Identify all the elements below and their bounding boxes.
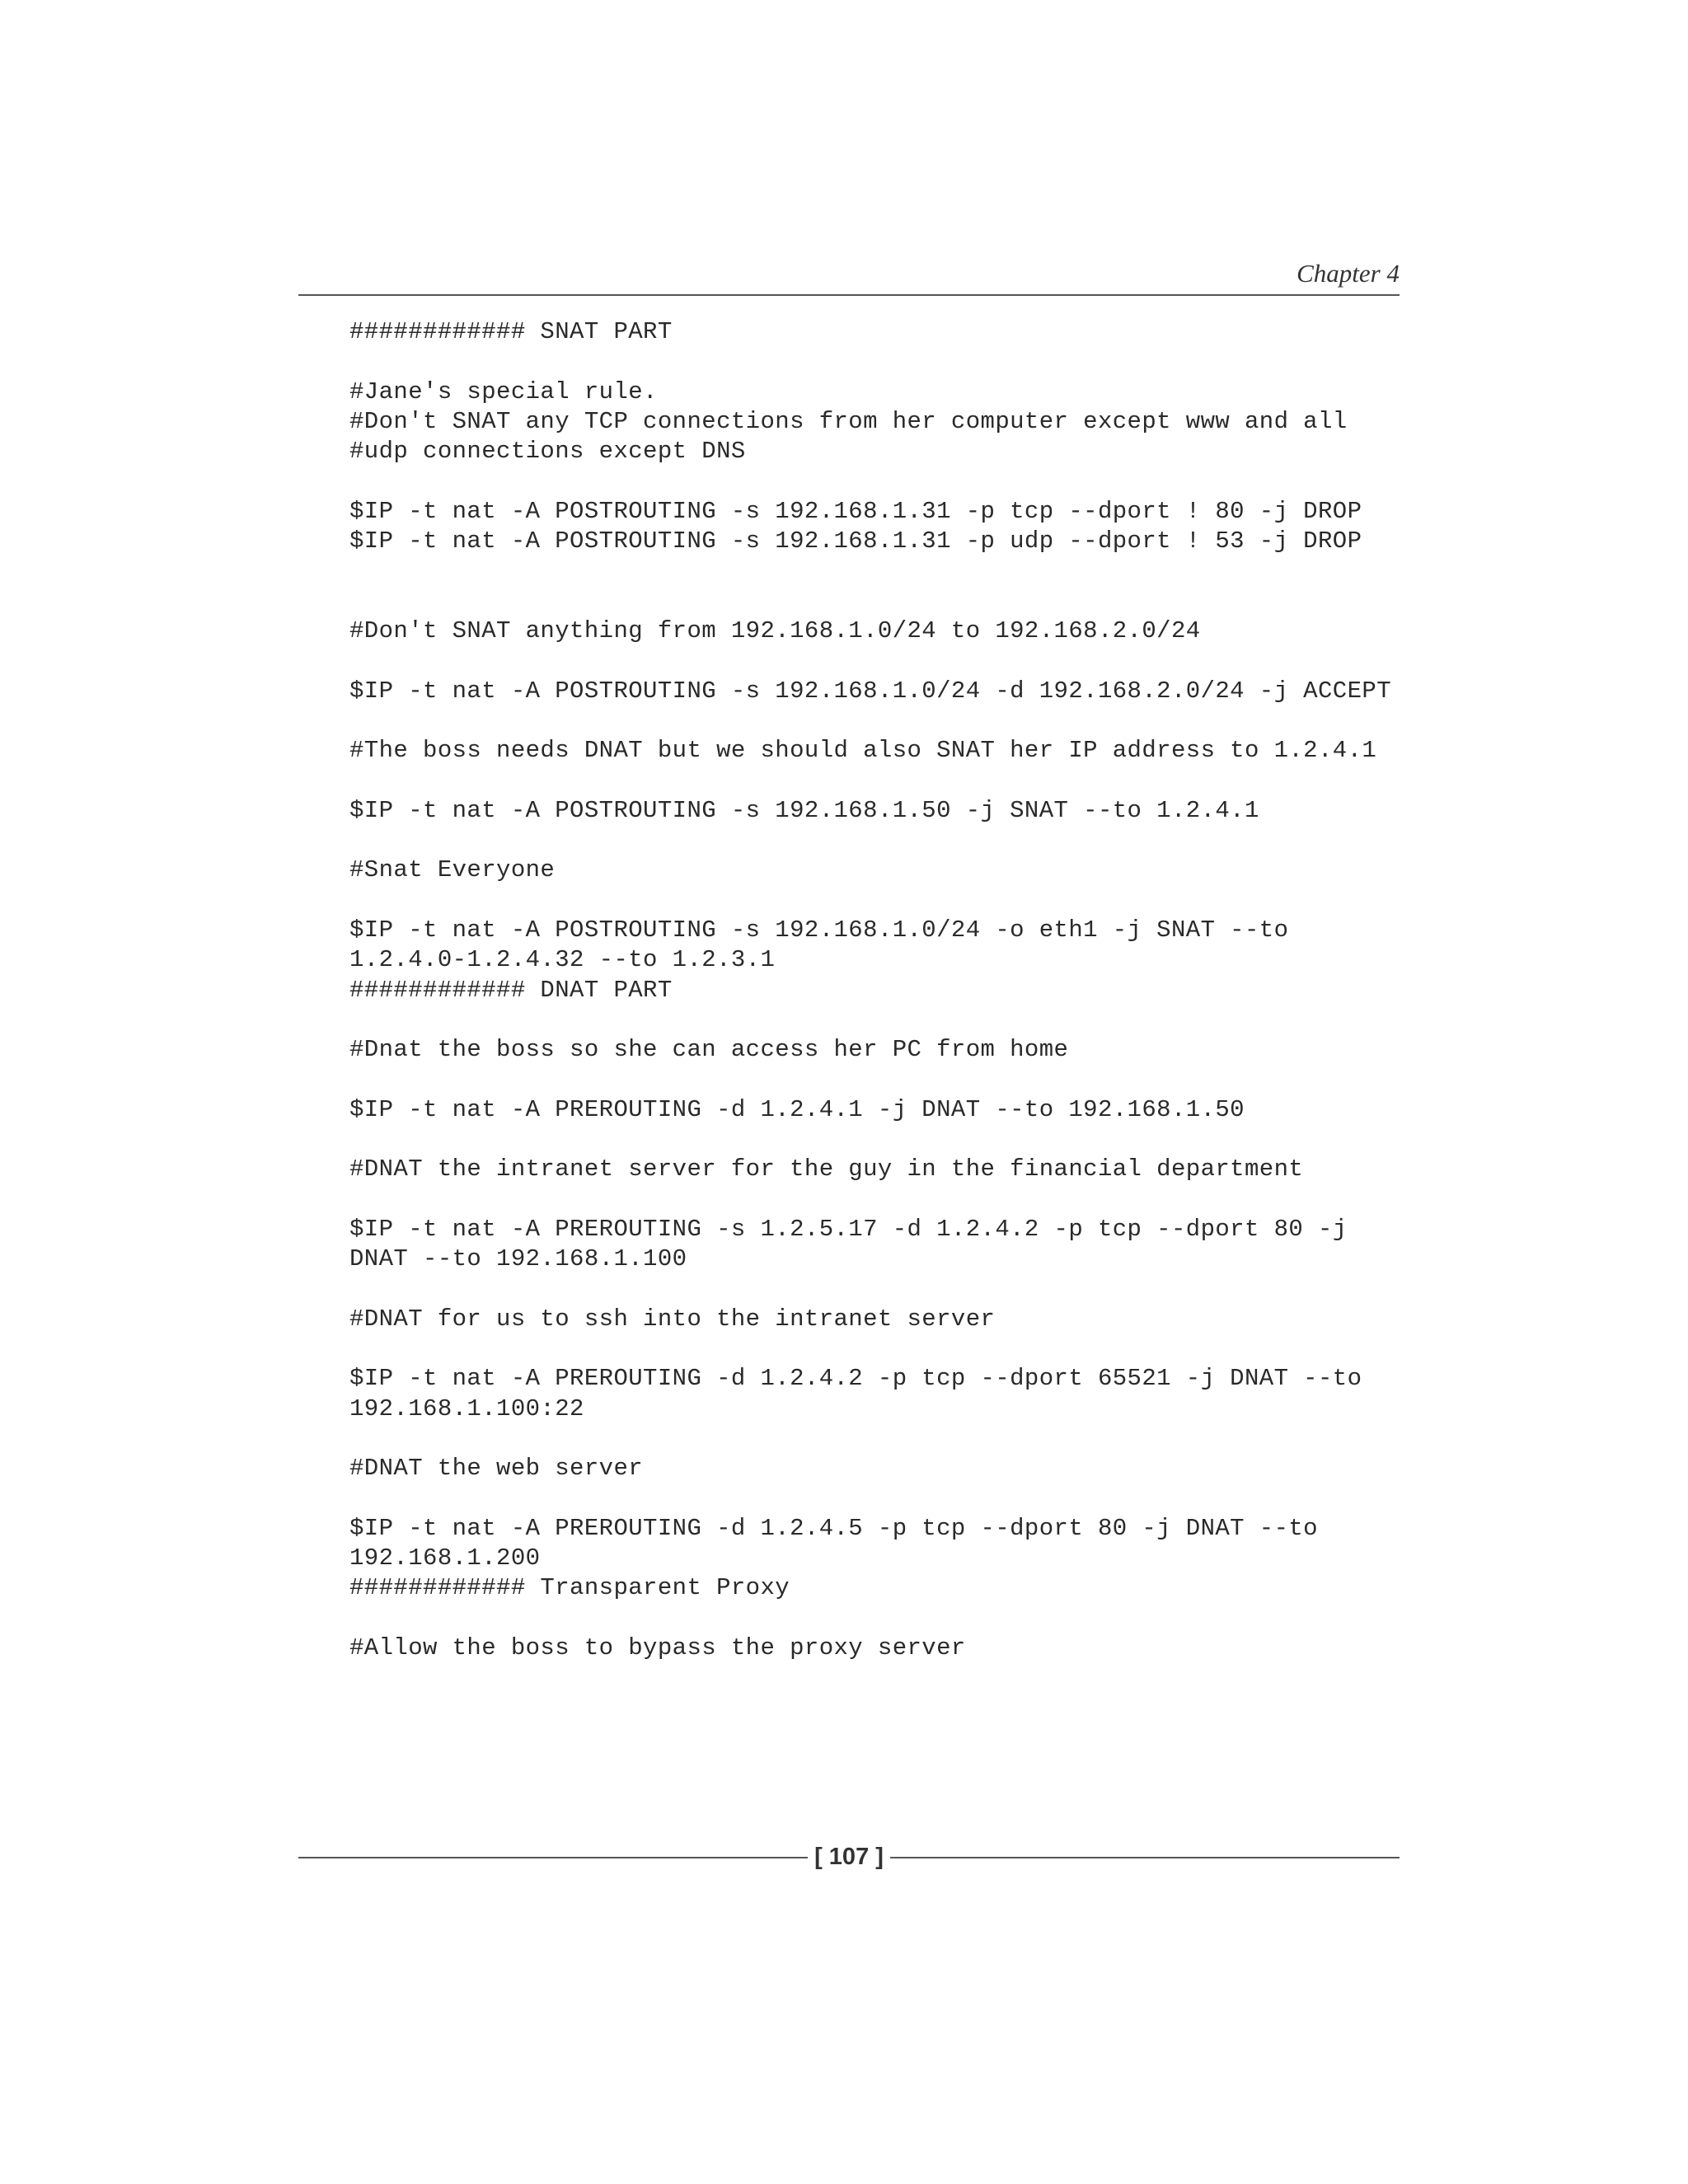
- code-line: #Dnat the boss so she can access her PC from home: [349, 1036, 1069, 1064]
- code-line: [349, 347, 1437, 377]
- code-line: DNAT --to 192.168.1.100: [349, 1245, 687, 1273]
- code-line: [349, 1484, 1437, 1514]
- code-line: $IP -t nat -A POSTROUTING -s 192.168.1.50 -j SNAT --to 1.2.4.1: [349, 796, 1259, 824]
- page-number: [ 107 ]: [814, 1844, 884, 1870]
- code-line: #The boss needs DNAT but we should also SNAT her IP address to 1.2.4.1: [349, 737, 1377, 765]
- code-line: $IP -t nat -A PREROUTING -d 1.2.4.1 -j DNAT --to 192.168.1.50: [349, 1095, 1245, 1123]
- code-line: [349, 1185, 1437, 1215]
- code-line: [349, 1604, 1437, 1633]
- code-line: #Jane's special rule.: [349, 377, 658, 405]
- code-line: #Don't SNAT anything from 192.168.1.0/24 to 192.168.2.0/24: [349, 616, 1201, 644]
- code-line: $IP -t nat -A POSTROUTING -s 192.168.1.0/24 -d 192.168.2.0/24 -j ACCEPT: [349, 677, 1392, 705]
- code-line: [349, 1334, 1437, 1364]
- code-line: [349, 646, 1437, 676]
- code-line: #Snat Everyone: [349, 856, 556, 884]
- code-line: [349, 1275, 1437, 1305]
- code-line: $IP -t nat -A POSTROUTING -s 192.168.1.31 -p tcp --dport ! 80 -j DROP: [349, 497, 1362, 525]
- code-line: $IP -t nat -A PREROUTING -d 1.2.4.5 -p tcp --dport 80 -j DNAT --to: [349, 1514, 1318, 1542]
- code-line: #udp connections except DNS: [349, 438, 746, 466]
- code-line: ############ DNAT PART: [349, 976, 673, 1004]
- chapter-header: Chapter 4: [1296, 259, 1400, 288]
- code-line: 192.168.1.100:22: [349, 1394, 584, 1422]
- footer-rule-left: [298, 1857, 808, 1858]
- code-line: 1.2.4.0-1.2.4.32 --to 1.2.3.1: [349, 946, 776, 974]
- code-line: #DNAT for us to ssh into the intranet server: [349, 1305, 996, 1333]
- code-line: [349, 587, 1437, 616]
- page-footer: [298, 1844, 1400, 1871]
- code-line: [349, 766, 1437, 795]
- code-line: $IP -t nat -A POSTROUTING -s 192.168.1.31 -p udp --dport ! 53 -j DROP: [349, 527, 1362, 555]
- code-line: [349, 1005, 1437, 1035]
- code-line: $IP -t nat -A PREROUTING -s 1.2.5.17 -d 1.2.4.2 -p tcp --dport 80 -j: [349, 1215, 1348, 1243]
- code-line: [349, 1065, 1437, 1094]
- code-line: [349, 826, 1437, 855]
- code-line: $IP -t nat -A POSTROUTING -s 192.168.1.0/24 -o eth1 -j SNAT --to: [349, 916, 1289, 944]
- code-line: #Allow the boss to bypass the proxy server: [349, 1634, 966, 1662]
- code-line: 192.168.1.200: [349, 1544, 541, 1572]
- code-line: [349, 1125, 1437, 1155]
- code-line: [349, 1424, 1437, 1454]
- header-rule: [298, 294, 1400, 296]
- code-line: #DNAT the intranet server for the guy in the financial department: [349, 1155, 1304, 1183]
- code-line: #Don't SNAT any TCP connections from her computer except www and all: [349, 407, 1348, 435]
- code-line: [349, 706, 1437, 736]
- code-line: [349, 886, 1437, 916]
- footer-rule-right: [890, 1857, 1400, 1858]
- code-line: ############ Transparent Proxy: [349, 1574, 790, 1602]
- code-line: [349, 556, 1437, 586]
- code-line: [349, 466, 1437, 496]
- code-listing: [349, 317, 1437, 1663]
- code-line: $IP -t nat -A PREROUTING -d 1.2.4.2 -p tcp --dport 65521 -j DNAT --to: [349, 1365, 1362, 1393]
- code-line: #DNAT the web server: [349, 1455, 644, 1483]
- code-line: ############ SNAT PART: [349, 318, 673, 345]
